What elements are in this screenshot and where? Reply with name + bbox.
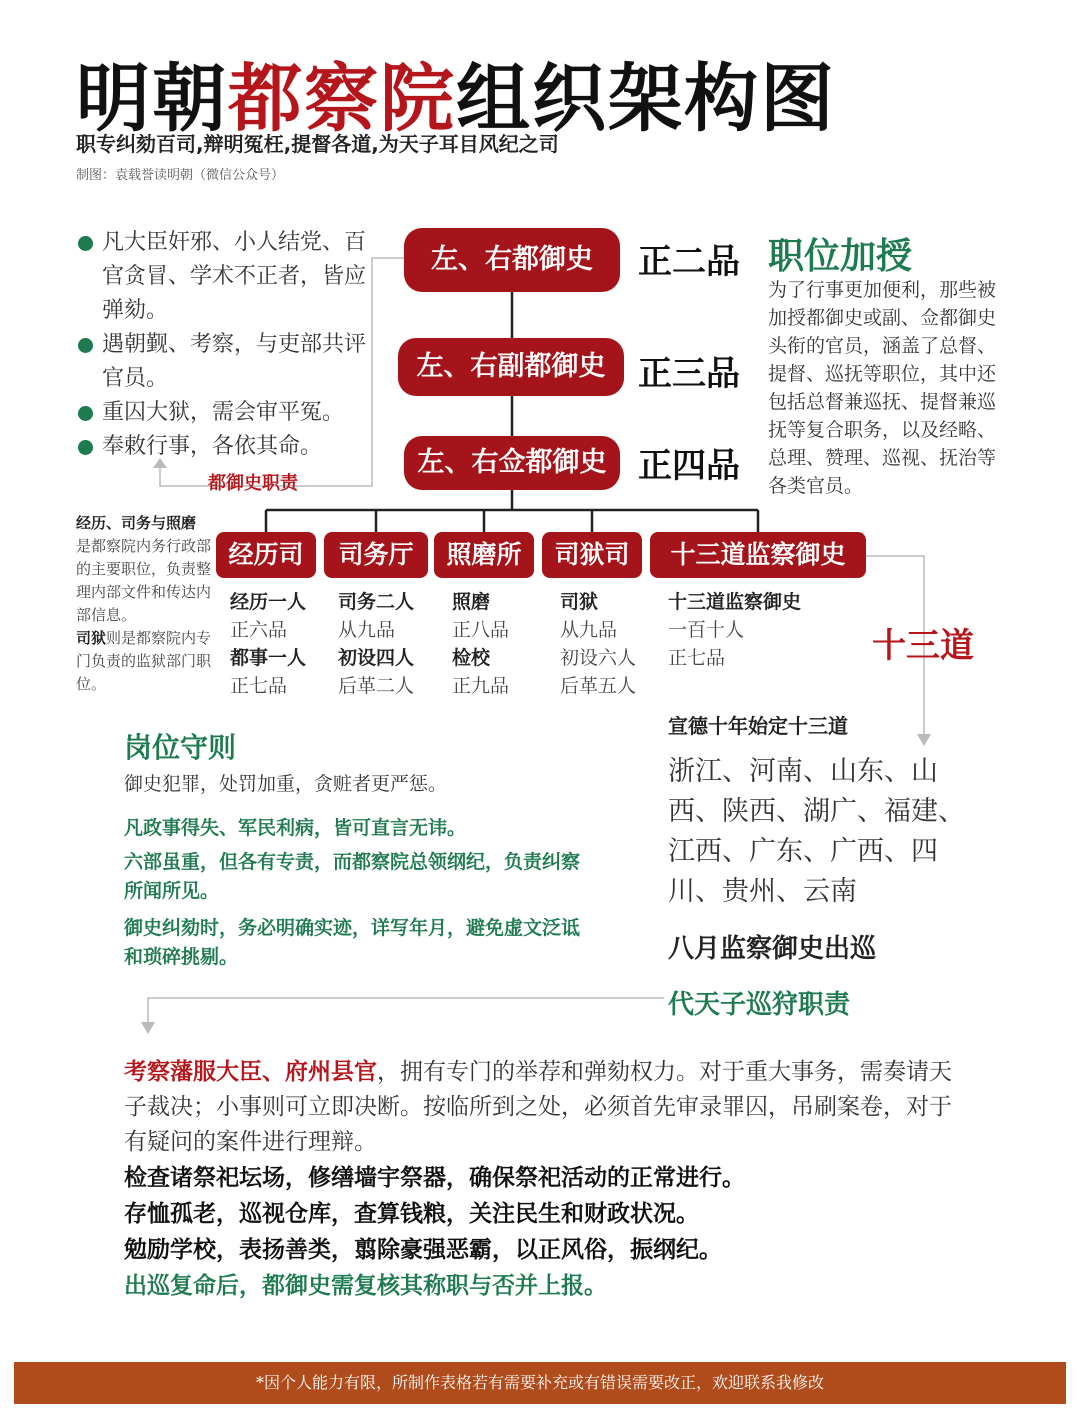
dept-detail-2 <box>452 588 509 700</box>
page-subtitle: 职专纠劾百司,辩明冤枉,提督各道,为天子耳目风纪之司 <box>76 132 559 156</box>
detail-line: 初设六人 <box>560 647 637 669</box>
duties-label: 都御史职责 <box>208 473 298 494</box>
dept-detail-1 <box>338 588 414 700</box>
note-text: 是都察院内务行政部的主要职位，负责整理内部文件和传达内部信息。 <box>76 537 212 624</box>
detail-line: 从九品 <box>338 619 396 641</box>
duty-text: 重囚大狱，需会审平冤。 <box>102 400 345 425</box>
dept-detail-0 <box>230 588 306 700</box>
vice-censor-box: 左、右副都御史 <box>398 338 624 396</box>
detail-line: 一百十人 <box>668 619 745 641</box>
dept-box: 司狱司 <box>542 532 642 578</box>
bullet-dot-icon <box>78 406 93 421</box>
detail-line: 正八品 <box>452 619 510 641</box>
title-part-3: 组织架构图 <box>456 56 836 142</box>
tour-text: 勉励学校，表扬善类，翦除豪强恶霸，以正风俗，振纲纪。 <box>124 1236 722 1263</box>
note-heading: 司狱 <box>76 629 107 647</box>
rank-label: 正四品 <box>638 446 740 486</box>
province-list: 浙江、河南、山东、山西、陕西、湖广、福建、江西、广东、广西、四川、贵州、云南 <box>668 756 965 907</box>
detail-line: 正六品 <box>230 619 288 641</box>
tour-text: 存恤孤老，巡视仓库，查算钱粮，关注民生和财政状况。 <box>124 1200 699 1227</box>
dept-detail-3 <box>560 588 636 700</box>
bullet-dot-icon <box>78 236 93 251</box>
detail-line: 初设四人 <box>338 647 415 669</box>
side-text: 为了行事更加便利，那些被加授都御史或副、佥都御史头衔的官员，涵盖了总督、提督、巡抚等职位，其中还包括总督兼巡抚、提督兼巡抚等复合职务，以及经略、总理、赞理、巡视、抚治等各类官员。 <box>768 279 997 497</box>
detail-line: 照磨 <box>452 591 491 613</box>
note-heading: 经历、司务与照磨 <box>76 514 197 532</box>
duty-text: 凡大臣奸邪、小人结党、百官贪冒、学术不正者，皆应弹劾。 <box>102 230 367 323</box>
duty-text: 奉敕行事，各依其命。 <box>102 434 323 459</box>
detail-line: 正九品 <box>452 675 510 697</box>
side-title: 职位加授 <box>768 235 913 277</box>
bullet-dot-icon <box>78 338 93 353</box>
staff-note <box>76 512 212 696</box>
dept-box: 十三道监察御史 <box>650 532 866 578</box>
august-tour: 八月监察御史出巡 <box>668 934 877 964</box>
rules-title: 岗位守则 <box>124 731 237 764</box>
dept-box: 照磨所 <box>434 532 534 578</box>
detail-line: 从九品 <box>560 619 618 641</box>
censor-in-chief-box: 左、右都御史 <box>404 228 620 292</box>
thirteen-circuits-label: 十三道 <box>872 626 974 666</box>
dept-box: 经历司 <box>216 532 316 578</box>
detail-line: 正七品 <box>668 647 726 669</box>
tour-text: 检查诸祭祀坛场，修缮墙宇祭器，确保祭祀活动的正常进行。 <box>124 1164 745 1191</box>
tour-text: 出巡复命后，都御史需复核其称职与否并上报。 <box>124 1272 607 1299</box>
title-part-2: 都察院 <box>228 56 456 142</box>
duty-item <box>76 430 376 464</box>
duty-item <box>76 226 376 328</box>
assistant-censor-box: 左、右佥都御史 <box>404 436 620 490</box>
rank-label: 正三品 <box>638 354 740 394</box>
title-part-1: 明朝 <box>76 56 228 142</box>
dept-box: 司务厅 <box>324 532 428 578</box>
rule-text: 凡政事得失、军民利病，皆可直言无讳。 <box>124 817 467 839</box>
detail-line: 司务二人 <box>338 591 415 613</box>
rule-text: 御史犯罪，处罚加重，贪赃者更严惩。 <box>124 773 448 795</box>
tour-duties-text <box>124 1054 964 1304</box>
detail-line: 司狱 <box>560 591 599 613</box>
note-text: 则是都察院内专门负责的监狱部门职位。 <box>76 629 212 693</box>
tour-duty-title: 代天子巡狩职责 <box>668 990 851 1020</box>
detail-line: 十三道监察御史 <box>668 591 802 613</box>
detail-line: 都事一人 <box>230 647 307 669</box>
duty-item <box>76 396 376 430</box>
rule-text: 御史纠劾时，务必明确实迹，详写年月，避免虚文泛诋和琐碎挑剔。 <box>124 917 581 968</box>
detail-line: 经历一人 <box>230 591 307 613</box>
dept-detail-4 <box>668 588 801 672</box>
detail-line: 后革二人 <box>338 675 415 697</box>
duty-item <box>76 328 376 396</box>
duty-text: 遇朝觐、考察，与吏部共评官员。 <box>102 332 367 391</box>
detail-line: 正七品 <box>230 675 288 697</box>
tour-highlight: 考察藩服大臣、府州县官 <box>124 1058 377 1085</box>
tour-text: ，拥有专门的举荐和弹劾权力。对于重大事务，需奏请天子裁决；小事则可立即决断。按临所到之处，必须首先审录罪囚，吊刷案卷，对于有疑问的案件进行理辩。 <box>124 1059 952 1155</box>
rank-label: 正二品 <box>638 242 740 282</box>
detail-line: 后革五人 <box>560 675 637 697</box>
footer-banner: *因个人能力有限，所制作表格若有需要补充或有错误需要改正，欢迎联系我修改 <box>14 1362 1066 1404</box>
thirteen-title: 宣德十年始定十三道 <box>668 714 848 738</box>
credit: 制图：袁载誉读明朝（微信公众号） <box>76 168 285 183</box>
bullet-dot-icon <box>78 440 93 455</box>
rule-text: 六部虽重，但各有专责，而都察院总领纲纪，负责纠察所闻所见。 <box>124 851 581 902</box>
duties-list <box>76 226 376 464</box>
detail-line: 检校 <box>452 647 491 669</box>
